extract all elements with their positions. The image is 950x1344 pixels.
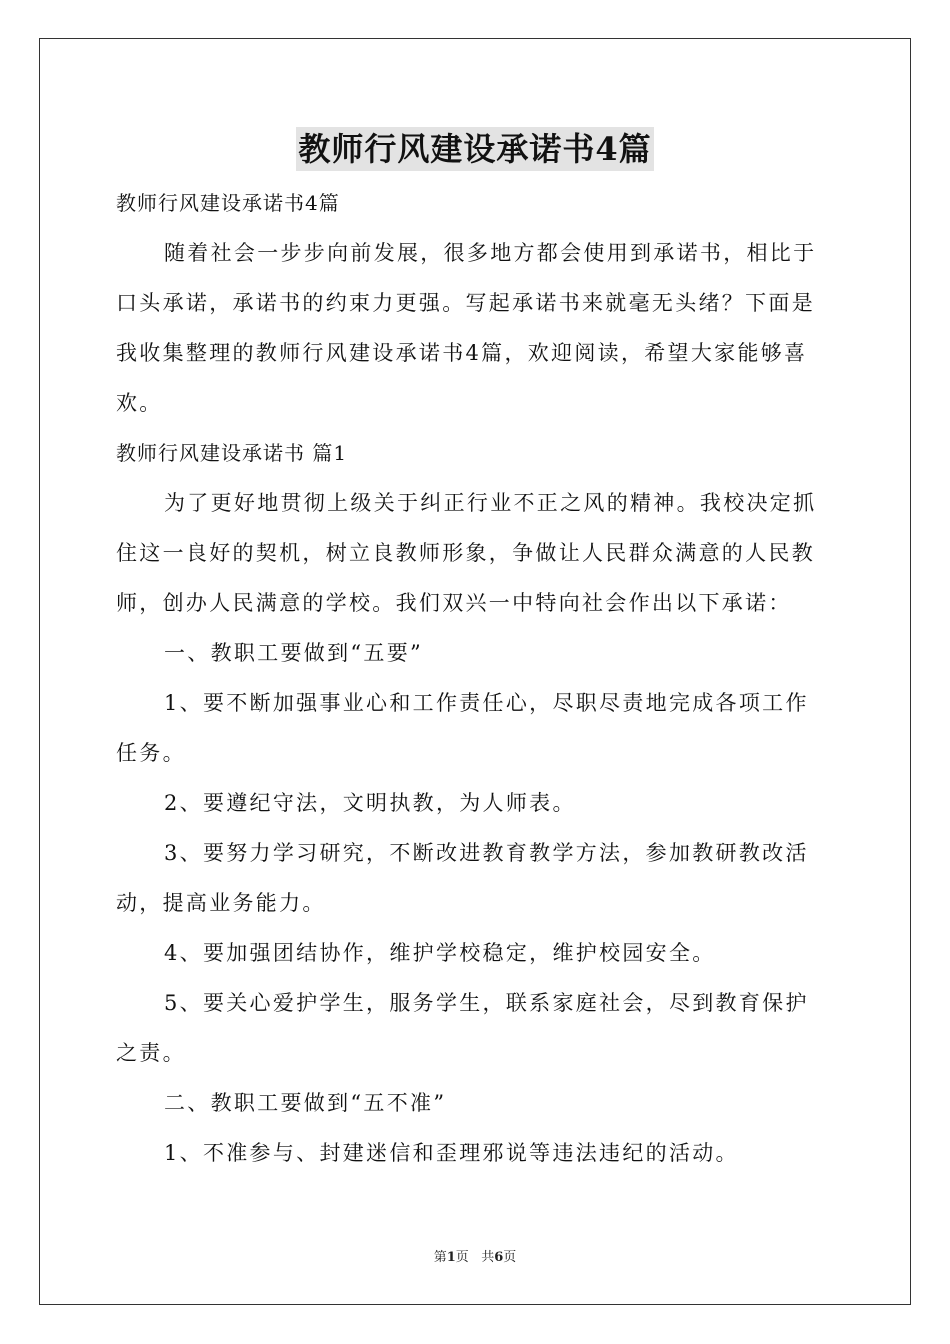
paragraph-line: 住这一良好的契机，树立良教师形象，争做让人民群众满意的人民教: [116, 541, 815, 565]
paragraph-line: 4、要加强团结协作，维护学校稳定，维护校园安全。: [164, 941, 716, 965]
footer-page-prefix: 第: [433, 1250, 447, 1265]
paragraph-line: 动，提高业务能力。: [116, 891, 326, 915]
footer-total-pages: 6: [494, 1250, 504, 1265]
paragraph-line: 口头承诺，承诺书的约束力更强。写起承诺书来就毫无头绪？下面是: [116, 291, 815, 315]
title-container: [0, 127, 950, 171]
paragraph-line: 1、要不断加强事业心和工作责任心，尽职尽责地完成各项工作: [164, 691, 809, 715]
section-heading: 教师行风建设承诺书4篇: [116, 191, 340, 215]
paragraph-line: 一、教职工要做到“五要”: [164, 641, 424, 665]
page-footer: [0, 1246, 950, 1265]
paragraph-line: 5、要关心爱护学生，服务学生，联系家庭社会，尽到教育保护: [164, 991, 809, 1015]
paragraph-line: 欢。: [116, 391, 163, 415]
footer-page-number: 1: [446, 1250, 456, 1265]
paragraph-line: 3、要努力学习研究，不断改进教育教学方法，参加教研教改活: [164, 841, 809, 865]
section-heading: 教师行风建设承诺书 篇1: [116, 441, 348, 465]
paragraph-line: 2、要遵纪守法，文明执教，为人师表。: [164, 791, 576, 815]
paragraph-line: 我收集整理的教师行风建设承诺书4篇，欢迎阅读，希望大家能够喜: [116, 341, 808, 365]
paragraph-line: 1、不准参与、封建迷信和歪理邪说等违法违纪的活动。: [164, 1141, 739, 1165]
paragraph-line: 随着社会一步步向前发展，很多地方都会使用到承诺书，相比于: [164, 241, 817, 265]
footer-total-prefix: 共: [481, 1250, 495, 1265]
footer-total-suffix: 页: [503, 1250, 517, 1265]
document-title: 教师行风建设承诺书4篇: [296, 127, 653, 171]
paragraph-line: 二、教职工要做到“五不准”: [164, 1091, 447, 1115]
footer-page-suffix: 页: [455, 1250, 469, 1265]
paragraph-line: 为了更好地贯彻上级关于纠正行业不正之风的精神。我校决定抓: [164, 491, 817, 515]
document-body: [116, 178, 836, 1178]
paragraph-line: 师，创办人民满意的学校。我们双兴一中特向社会作出以下承诺：: [116, 591, 792, 615]
paragraph-line: 之责。: [116, 1041, 186, 1065]
paragraph-line: 任务。: [116, 741, 186, 765]
